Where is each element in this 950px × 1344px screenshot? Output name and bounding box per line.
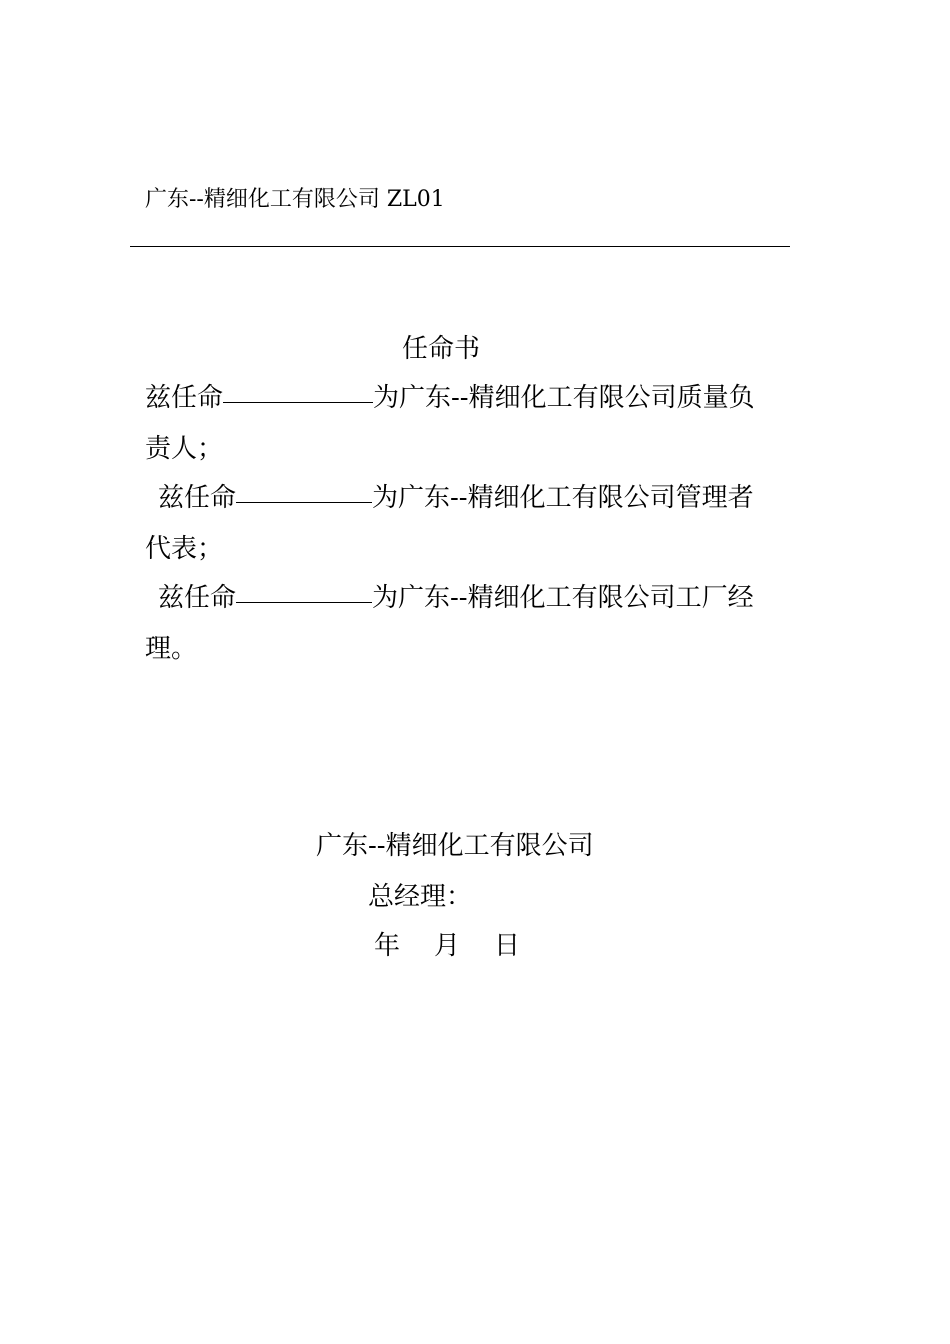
header-company-code: 广东--精细化工有限公司 ZL01 [145, 187, 445, 212]
appointment-3-continuation: 理。 [145, 634, 198, 664]
appointment-2-role: 为广东--精细化工有限公司管理者 [372, 483, 754, 513]
appointment-1-prefix: 兹任命 [145, 383, 224, 413]
date-year: 年 [374, 931, 401, 961]
signature-company: 广东--精细化工有限公司 [316, 831, 594, 861]
appointment-3-prefix: 兹任命 [158, 583, 237, 613]
date-day: 日 [494, 931, 521, 961]
signature-signer-label: 总经理： [368, 882, 473, 912]
header-rule [130, 246, 790, 247]
appointment-2-prefix: 兹任命 [158, 483, 237, 513]
appointment-3-role: 为广东--精细化工有限公司工厂经 [372, 583, 754, 613]
appointment-1 [145, 381, 755, 415]
appointment-3 [158, 581, 754, 615]
document-title: 任命书 [402, 334, 481, 364]
appointment-2-continuation: 代表； [145, 534, 224, 564]
appointment-2 [158, 481, 754, 515]
appointment-1-continuation: 责人； [145, 434, 224, 464]
signature-date [374, 929, 520, 963]
date-month: 月 [434, 931, 461, 961]
appointment-1-role: 为广东--精细化工有限公司质量负 [373, 383, 755, 413]
